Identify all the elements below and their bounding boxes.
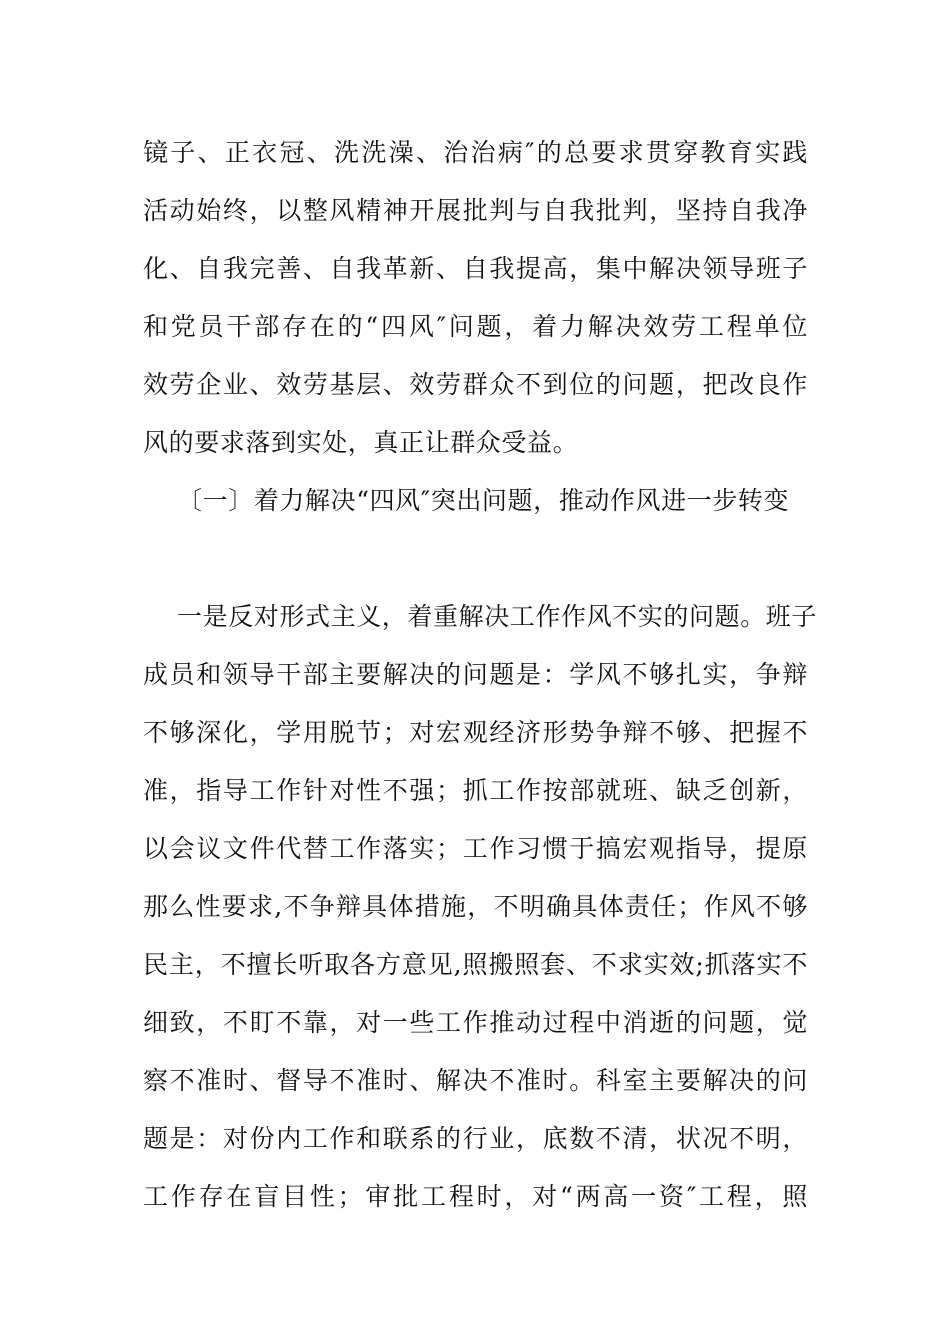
text-line: 一是反对形式主义，着重解决工作作风不实的问题。班子 [177,602,818,631]
text-line: 题是：对份内工作和联系的行业，底数不清，状况不明， [143,1124,808,1153]
text-line: 镜子、正衣冠、洗洗澡、治治病″的总要求贯穿教育实践 [143,138,808,167]
section-heading: 〔一〕着力解决“四风″突出问题，推动作风进一步转变 [177,486,790,515]
text-line: 风的要求落到实处，真正让群众受益。 [143,428,579,457]
text-line: 和党员干部存在的“四风″问题，着力解决效劳工程单位 [143,312,808,341]
text-line: 那么性要求,不争辩具体措施，不明确具体责任；作风不够 [143,892,808,921]
text-line: 效劳企业、效劳基层、效劳群众不到位的问题，把改良作 [143,370,808,399]
text-line: 民主，不擅长听取各方意见,照搬照套、不求实效;抓落实不 [143,950,808,979]
text-line: 化、自我完善、自我革新、自我提高，集中解决领导班子 [143,254,808,283]
text-line: 细致，不盯不靠，对一些工作推动过程中消逝的问题，觉 [143,1008,808,1037]
text-line: 不够深化，学用脱节；对宏观经济形势争辩不够、把握不 [143,718,808,747]
text-line: 以会议文件代替工作落实；工作习惯于搞宏观指导，提原 [143,834,808,863]
text-line: 察不准时、督导不准时、解决不准时。科室主要解决的问 [143,1066,808,1095]
text-line: 准，指导工作针对性不强；抓工作按部就班、缺乏创新， [143,776,808,805]
text-line: 成员和领导干部主要解决的问题是：学风不够扎实，争辩 [143,660,808,689]
text-line: 工作存在盲目性；审批工程时，对“两高一资″工程，照 [143,1182,808,1211]
text-line: 活动始终，以整风精神开展批判与自我批判，坚持自我净 [143,196,808,225]
